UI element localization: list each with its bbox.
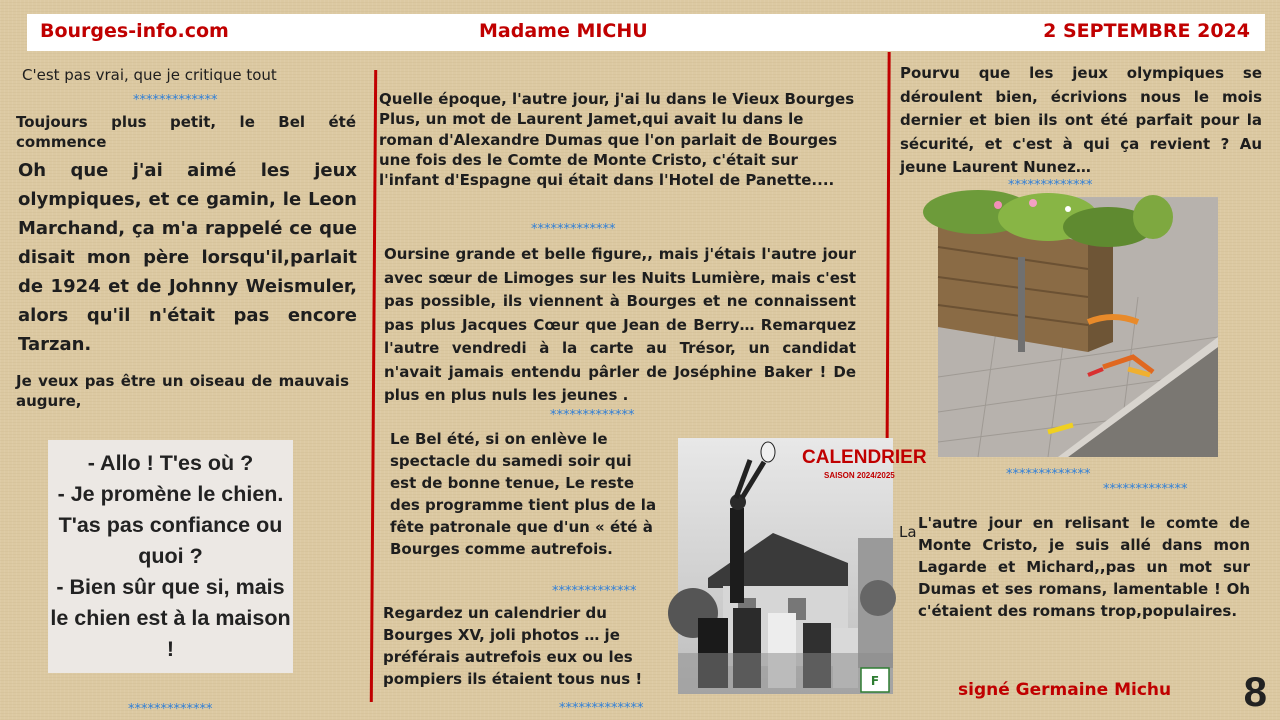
- securite-paragraph: Pourvu que les jeux olympiques se déroulent bien, écrivions nous le mois dernier et bien ils ont été parfait pour la sécurité, et c'est à qui ça revient ? Au jeune Laurent Nunez…: [900, 64, 1262, 176]
- intro-text: C'est pas vrai, que je critique tout: [22, 66, 277, 84]
- svg-text:F: F: [870, 674, 880, 688]
- section-heading: Toujours plus petit, le Bel été commence: [16, 113, 356, 151]
- joke-text: - Allo ! T'es où ? - Je promène le chien. T'as pas confiance ou quoi ? - Bien sûr que si, mais le chien est à la maison !: [50, 451, 291, 661]
- separator: *************: [133, 93, 218, 108]
- dumas-paragraph: Quelle époque, l'autre jour, j'ai lu dans le Vieux Bourges Plus, un mot de Laurent Jamet,qui avait lu dans le roman d'Alexandre Dumas que l'on parlait de Bourges une fois des le Comte de Monte Cristo, c'était sur l'infant d'Espagne qui était dans l'Hotel de Panette....: [379, 90, 855, 190]
- poster-season: SAISON 2024/2025: [824, 471, 895, 480]
- oursine-paragraph: Oursine grande et belle figure,, mais j'étais l'autre jour avec sœur de Limoges sur les Nuits Lumière, mais c'est pas possible, ils viennent à Bourges et ne connaissent pas plus Jacques Cœur que Jean de Berry… Remarquez l'autre vendredi à la carte au Trésor, un candidat n'avait jamais entendu pârler de Joséphine Baker ! De plus en plus nuls les jeunes .: [384, 245, 856, 404]
- separator: *************: [1006, 467, 1091, 482]
- separator: *************: [550, 408, 635, 423]
- calendrier-paragraph: Regardez un calendrier du Bourges XV, joli photos … je préférais autrefois eux ou les pompiers ils étaient tous nus !: [383, 604, 643, 688]
- signature: signé Germaine Michu: [958, 680, 1172, 700]
- separator: *************: [1008, 178, 1093, 193]
- omen-text: Je veux pas être un oiseau de mauvais augure,: [16, 372, 349, 410]
- site-name[interactable]: Bourges-info.com: [40, 20, 229, 42]
- separator: *************: [552, 584, 637, 599]
- olympics-paragraph: Oh que j'ai aimé les jeux olympiques, et ce gamin, le Leon Marchand, ça m'a rappelé ce que disait mon père lorsqu'il,parlait de 1924 et de Johnny Weismuler, alors qu'il n'était pas encore Tarzan.: [18, 160, 357, 355]
- column-title: Madame MICHU: [479, 20, 648, 42]
- issue-date: 2 SEPTEMBRE 2024: [1043, 20, 1250, 42]
- separator: *************: [1103, 482, 1188, 497]
- column-divider-left: [370, 70, 377, 702]
- joke-image: [48, 440, 293, 673]
- bel-ete-paragraph: Le Bel été, si on enlève le spectacle du samedi soir qui est de bonne tenue, Le reste des programme tient plus de la fête patronale que d'un « été à Bourges comme autrefois.: [390, 430, 657, 558]
- separator: *************: [531, 222, 616, 237]
- page-number: 8: [1243, 668, 1267, 715]
- separator: *************: [128, 702, 213, 717]
- separator: *************: [559, 701, 644, 716]
- header-bar: [27, 14, 1265, 51]
- planter-photo: [938, 197, 1218, 457]
- monte-cristo-paragraph: L'autre jour en relisant le comte de Monte Cristo, je suis allé dans mon Lagarde et Michard,,pas un mot sur Dumas et ses romans, lamentable ! Oh c'étaient des romans trop,populaires.: [918, 514, 1250, 620]
- stray-text: La: [899, 523, 917, 541]
- poster-title: CALENDRIER: [802, 447, 927, 468]
